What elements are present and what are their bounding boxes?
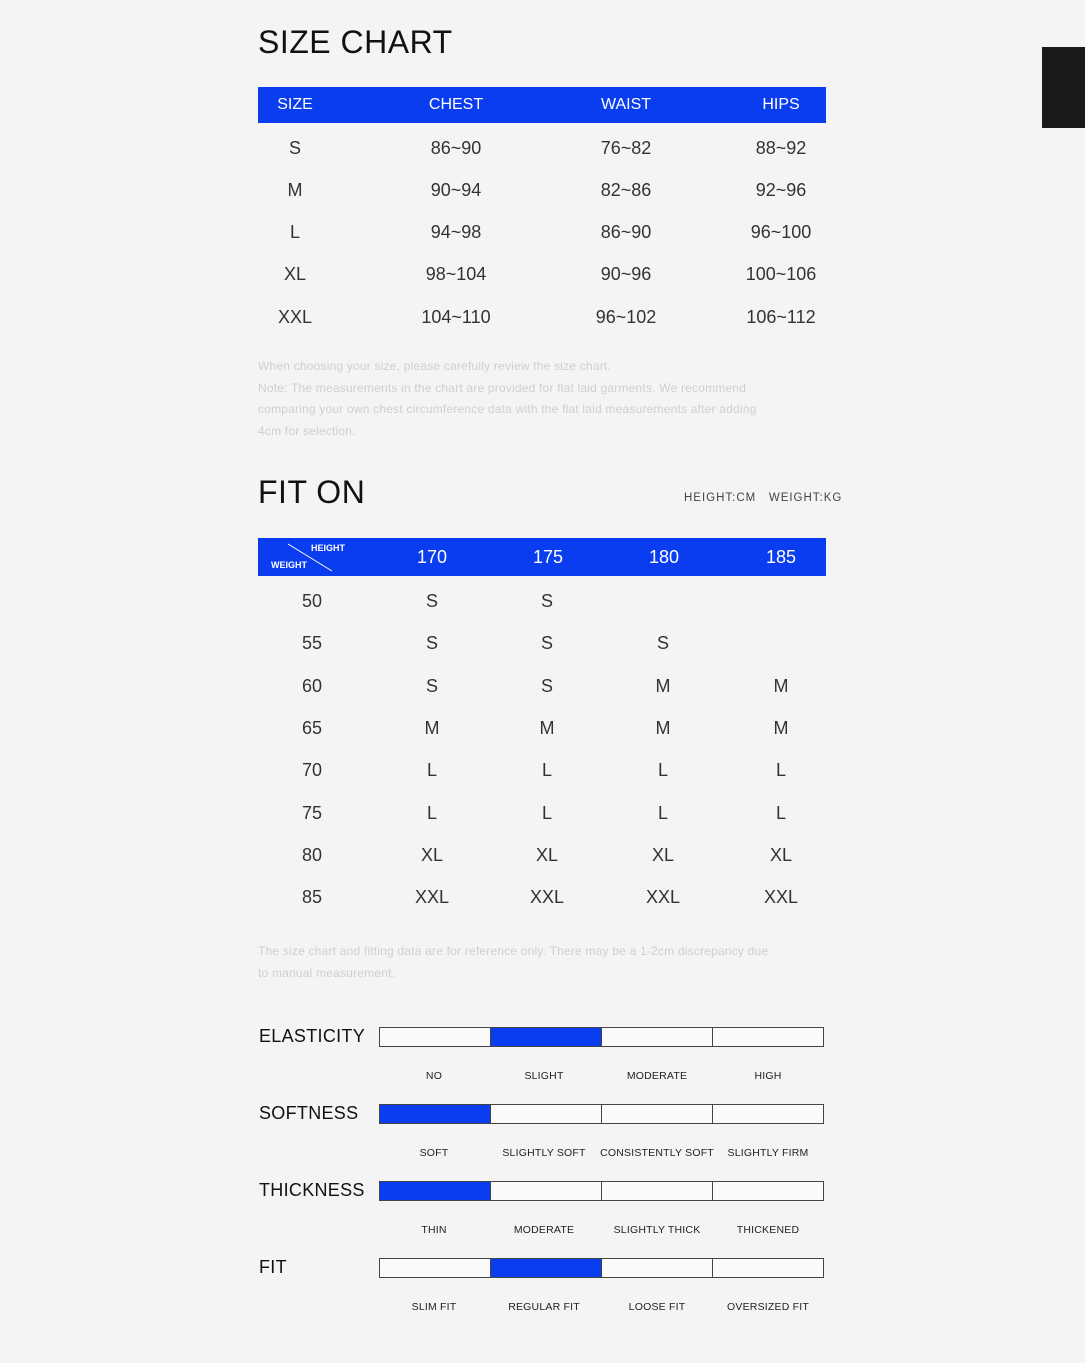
size-chart-cell: 88~92 bbox=[755, 138, 807, 158]
size-chart-title: SIZE CHART bbox=[258, 24, 453, 60]
fit-size-cell: XL bbox=[769, 844, 793, 865]
scale-segment bbox=[602, 1028, 713, 1046]
size-chart-cell: 86~90 bbox=[430, 138, 482, 158]
fit-on-header bbox=[258, 538, 826, 576]
fit-size-cell: L bbox=[541, 760, 553, 781]
size-note-line: 4cm for selection. bbox=[258, 423, 356, 438]
fit-size-cell: XXL bbox=[645, 887, 681, 908]
size-chart-cell: 76~82 bbox=[600, 138, 652, 158]
fit-size-cell: XXL bbox=[529, 887, 565, 908]
fit-size-cell: L bbox=[775, 760, 787, 781]
scale-segment bbox=[491, 1028, 602, 1046]
attribute-label-fit: FIT bbox=[259, 1257, 287, 1277]
size-chart-cell: M bbox=[287, 180, 303, 200]
fit-on-row bbox=[258, 845, 826, 865]
scale-option-label: LOOSE FIT bbox=[628, 1301, 686, 1313]
size-chart-cell: 86~90 bbox=[600, 222, 652, 242]
fit-size-cell: XL bbox=[420, 844, 444, 865]
fit-size-cell: M bbox=[655, 675, 671, 696]
weight-cell: 50 bbox=[301, 591, 323, 611]
scale-segment bbox=[491, 1105, 602, 1123]
height-header-180: 180 bbox=[648, 547, 680, 567]
attribute-scale-elasticity bbox=[379, 1027, 824, 1047]
scale-option-label: SLIGHTLY SOFT bbox=[502, 1147, 586, 1159]
fit-note-line: The size chart and fitting data are for reference only. There may be a 1-2cm discrepancy due bbox=[258, 944, 769, 958]
size-chart-cell: 96~102 bbox=[595, 307, 657, 327]
fit-on-row bbox=[258, 803, 826, 823]
fit-size-cell: L bbox=[657, 802, 669, 823]
fit-size-cell: S bbox=[425, 675, 439, 696]
size-chart-header-waist: WAIST bbox=[600, 96, 652, 113]
size-note-line: comparing your own chest circumference data with the flat laid measurements after adding bbox=[258, 402, 757, 416]
scale-option-label: SLIGHT bbox=[524, 1070, 564, 1082]
weight-cell: 80 bbox=[301, 844, 323, 865]
size-chart-cell: S bbox=[288, 138, 302, 158]
fit-size-cell: S bbox=[656, 633, 670, 654]
corner-height-label: HEIGHT bbox=[311, 543, 346, 553]
fit-size-cell: S bbox=[425, 633, 439, 654]
scale-option-label: MODERATE bbox=[513, 1224, 575, 1236]
fit-size-cell: L bbox=[426, 802, 438, 823]
size-chart-row bbox=[258, 264, 826, 284]
weight-cell: 65 bbox=[301, 717, 323, 738]
fit-size-cell: XXL bbox=[414, 887, 450, 908]
size-chart-header bbox=[258, 87, 826, 123]
fit-size-cell: L bbox=[426, 760, 438, 781]
fit-on-row bbox=[258, 718, 826, 738]
fit-size-cell: M bbox=[655, 717, 671, 738]
fit-on-row bbox=[258, 591, 826, 611]
scale-option-label: SLIGHTLY FIRM bbox=[727, 1147, 809, 1159]
size-chart-cell: 90~94 bbox=[430, 180, 482, 200]
fit-on-title: FIT ON bbox=[258, 474, 366, 510]
fit-on-row bbox=[258, 633, 826, 653]
fit-size-cell: M bbox=[539, 717, 555, 738]
size-chart-cell: 90~96 bbox=[600, 264, 652, 284]
fit-on-row bbox=[258, 887, 826, 907]
size-chart-cell: 100~106 bbox=[745, 264, 817, 284]
size-chart-note bbox=[258, 356, 818, 442]
fit-size-cell: M bbox=[773, 675, 789, 696]
size-chart-header-chest: CHEST bbox=[428, 96, 484, 113]
size-chart-cell: 94~98 bbox=[430, 222, 482, 242]
size-note-line: When choosing your size, please carefully review the size chart. bbox=[258, 359, 611, 373]
attribute-label-elasticity: ELASTICITY bbox=[259, 1026, 366, 1046]
attribute-label-softness: SOFTNESS bbox=[259, 1103, 359, 1123]
fit-size-cell: L bbox=[657, 760, 669, 781]
scale-segment bbox=[380, 1259, 491, 1277]
scale-segment bbox=[602, 1182, 713, 1200]
attribute-scale-softness bbox=[379, 1104, 824, 1124]
scale-option-label: SLIM FIT bbox=[411, 1301, 457, 1313]
fit-on-row bbox=[258, 676, 826, 696]
scale-segment bbox=[713, 1259, 823, 1277]
size-chart-row bbox=[258, 222, 826, 242]
scale-segment bbox=[380, 1105, 491, 1123]
size-chart-cell: 92~96 bbox=[755, 180, 807, 200]
side-tab[interactable] bbox=[1042, 47, 1085, 128]
size-note-line: Note: The measurements in the chart are provided for flat laid garments. We recommend bbox=[258, 380, 747, 395]
scale-option-label: SOFT bbox=[419, 1147, 449, 1159]
weight-cell: 55 bbox=[301, 633, 323, 654]
fit-size-cell: L bbox=[775, 802, 787, 823]
size-chart-row bbox=[258, 180, 826, 200]
scale-option-label: THICKENED bbox=[736, 1224, 800, 1236]
fit-size-cell: XL bbox=[535, 844, 559, 865]
fit-note-line: to manual measurement. bbox=[258, 965, 396, 980]
fit-size-cell: XXL bbox=[763, 887, 799, 908]
fit-on-row bbox=[258, 760, 826, 780]
fit-size-cell: L bbox=[541, 802, 553, 823]
scale-option-label: OVERSIZED FIT bbox=[727, 1301, 809, 1313]
scale-segment bbox=[602, 1259, 713, 1277]
scale-segment bbox=[380, 1182, 491, 1200]
scale-segment bbox=[713, 1028, 823, 1046]
scale-option-label: CONSISTENTLY SOFT bbox=[600, 1147, 714, 1159]
scale-option-label: REGULAR FIT bbox=[508, 1301, 580, 1313]
height-weight-corner bbox=[258, 538, 346, 576]
fit-size-cell: XL bbox=[651, 844, 675, 865]
size-chart-cell: 98~104 bbox=[425, 264, 487, 284]
height-header-185: 185 bbox=[765, 547, 797, 567]
scale-segment bbox=[713, 1182, 823, 1200]
attribute-scale-thickness bbox=[379, 1181, 824, 1201]
size-chart-cell: XL bbox=[283, 264, 307, 284]
scale-option-label: SLIGHTLY THICK bbox=[613, 1224, 701, 1236]
weight-cell: 60 bbox=[301, 675, 323, 696]
scale-segment bbox=[491, 1259, 602, 1277]
scale-segment bbox=[602, 1105, 713, 1123]
scale-option-label: HIGH bbox=[754, 1070, 782, 1082]
weight-cell: 75 bbox=[301, 802, 323, 823]
scale-option-label: THIN bbox=[421, 1224, 447, 1236]
height-header-175: 175 bbox=[532, 547, 564, 567]
weight-cell: 70 bbox=[301, 760, 323, 781]
size-chart-cell: 106~112 bbox=[746, 307, 816, 327]
fit-size-cell: S bbox=[540, 633, 554, 654]
scale-segment bbox=[380, 1028, 491, 1046]
fit-size-cell: S bbox=[425, 591, 439, 611]
size-chart-header-size: SIZE bbox=[277, 96, 313, 113]
corner-weight-label: WEIGHT bbox=[271, 560, 307, 570]
scale-segment bbox=[491, 1182, 602, 1200]
size-chart-cell: XXL bbox=[277, 307, 313, 327]
size-chart-row bbox=[258, 307, 826, 327]
attribute-scale-fit bbox=[379, 1258, 824, 1278]
size-chart-cell: 96~100 bbox=[750, 222, 812, 242]
fit-on-note bbox=[258, 941, 818, 984]
fit-size-cell: S bbox=[540, 591, 554, 611]
size-chart-cell: L bbox=[289, 222, 301, 242]
size-chart-cell: 82~86 bbox=[600, 180, 652, 200]
weight-cell: 85 bbox=[301, 887, 323, 908]
fit-on-units: HEIGHT:CM WEIGHT:KG bbox=[684, 492, 843, 504]
height-header-170: 170 bbox=[416, 547, 448, 567]
size-chart-row bbox=[258, 138, 826, 158]
scale-segment bbox=[713, 1105, 823, 1123]
scale-option-label: MODERATE bbox=[626, 1070, 688, 1082]
scale-option-label: NO bbox=[425, 1070, 443, 1082]
size-chart-table bbox=[258, 87, 826, 327]
size-chart-cell: 104~110 bbox=[421, 307, 491, 327]
fit-size-cell: M bbox=[424, 717, 440, 738]
size-chart-header-hips: HIPS bbox=[762, 96, 800, 113]
fit-size-cell: S bbox=[540, 675, 554, 696]
fit-size-cell: M bbox=[773, 717, 789, 738]
attribute-label-thickness: THICKNESS bbox=[259, 1180, 365, 1200]
